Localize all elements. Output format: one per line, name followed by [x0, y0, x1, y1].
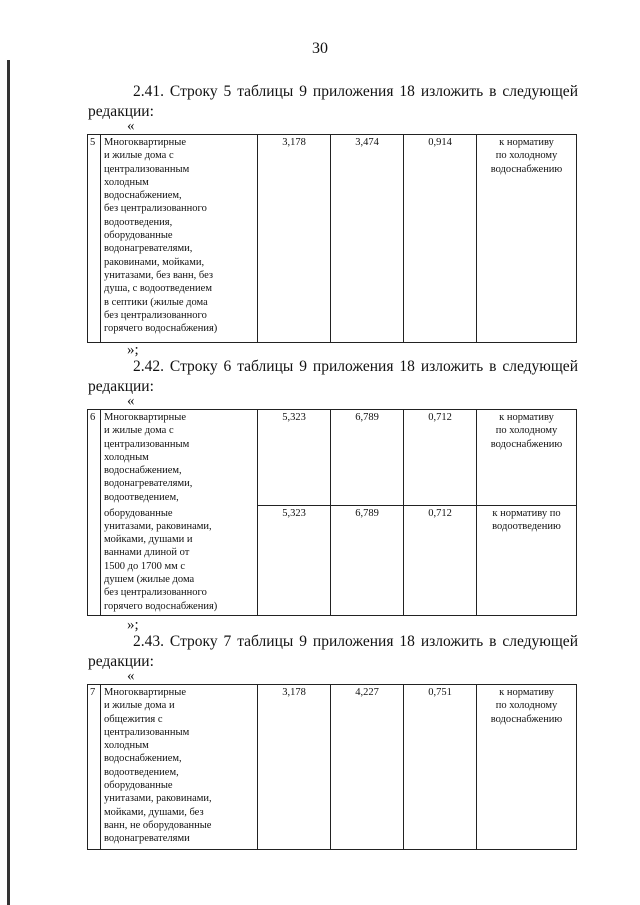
paragraph-2-43: [88, 632, 578, 672]
note-cell: к нормативу по холодному водоснабжению: [477, 135, 577, 343]
paragraph-line: редакции:: [88, 378, 154, 395]
row-description: Многоквартирные и жилые дома и общежития с централизованным холодным водоснабжением, водоотведением, оборудованные унитазами, раковинами, мойками, душами, без ванн, не оборудованные водонагревателями: [101, 685, 258, 850]
paragraph-line: редакции:: [88, 653, 154, 670]
open-quote: «: [127, 118, 135, 134]
table-row-6: [87, 409, 577, 616]
value-cell: 6,789: [331, 506, 404, 616]
paragraph-2-41: [88, 82, 578, 122]
note-cell: к нормативу по холодному водоснабжению: [477, 685, 577, 850]
paragraph-line: 2.43. Строку 7 таблицы 9 приложения 18 изложить в следующей: [133, 633, 578, 650]
paragraph-line: редакции:: [88, 103, 154, 120]
margin-bar: [7, 60, 10, 905]
row-description: Многоквартирные и жилые дома с централизованным холодным водоснабжением, водонагревателями, водоотведением,: [101, 410, 258, 506]
value-cell: 5,323: [258, 410, 331, 506]
open-quote: «: [127, 668, 135, 684]
value-cell: 5,323: [258, 506, 331, 616]
row-description: Многоквартирные и жилые дома с централизованным холодным водоснабжением, без централизованного водоотведения, оборудованные водонагревателями, раковинами, мойками, унитазами, без ванн, без душа, с водоотведением в септики (жилые дома без централизованного горячего водоснабжения): [101, 135, 258, 343]
paragraph-2-42: [88, 357, 578, 397]
value-cell: 4,227: [331, 685, 404, 850]
value-cell: 0,914: [404, 135, 477, 343]
value-cell: 3,474: [331, 135, 404, 343]
table-row-5: [87, 134, 577, 343]
value-cell: 6,789: [331, 410, 404, 506]
value-cell: 3,178: [258, 135, 331, 343]
paragraph-line: 2.41. Строку 5 таблицы 9 приложения 18 изложить в следующей: [133, 83, 578, 100]
value-cell: 3,178: [258, 685, 331, 850]
value-cell: 0,712: [404, 410, 477, 506]
value-cell: 0,751: [404, 685, 477, 850]
close-quote: »;: [127, 342, 139, 358]
row-description: оборудованные унитазами, раковинами, мойками, душами и ваннами длиной от 1500 до 1700 мм с душем (жилые дома без централизованного горячего водоснабжения): [101, 506, 258, 616]
page-number: 30: [312, 40, 328, 57]
close-quote: »;: [127, 617, 139, 633]
open-quote: «: [127, 393, 135, 409]
note-cell: к нормативу по холодному водоснабжению: [477, 410, 577, 506]
value-cell: 0,712: [404, 506, 477, 616]
row-number: 5: [88, 135, 101, 343]
paragraph-line: 2.42. Строку 6 таблицы 9 приложения 18 изложить в следующей: [133, 358, 578, 375]
row-number: 6: [88, 410, 101, 616]
note-cell: к нормативу по водоотведению: [477, 506, 577, 616]
row-number: 7: [88, 685, 101, 850]
table-row-7: [87, 684, 577, 850]
